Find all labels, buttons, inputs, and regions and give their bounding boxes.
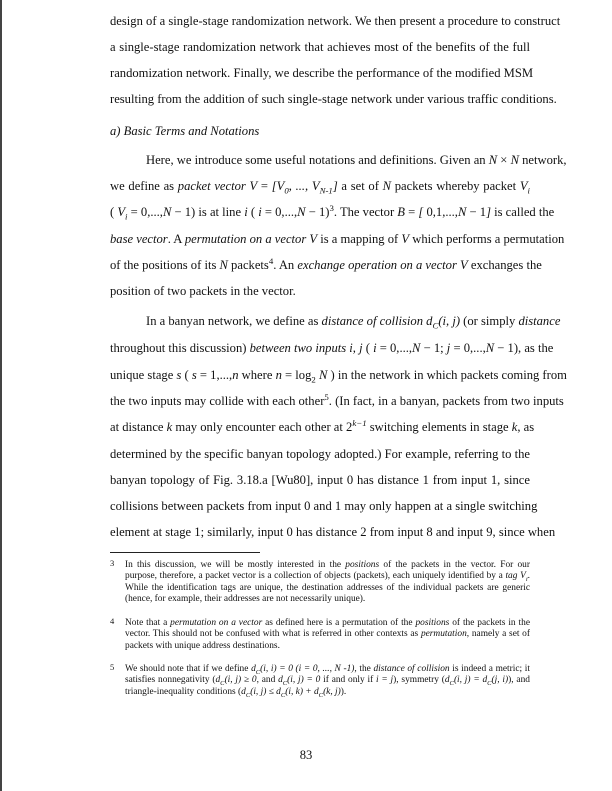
text-run: packets — [227, 258, 269, 272]
italic-text: N-1 — [319, 185, 333, 196]
italic-text: k — [511, 420, 518, 434]
italic-text: positions — [345, 560, 380, 570]
text-run: . (In fact, in a banyan, packets from two inputs — [328, 394, 564, 408]
text-line — [110, 417, 535, 435]
text-run: Here, we introduce some useful notations and definitions. Given an — [146, 153, 489, 167]
text-run: = 0,..., — [376, 341, 413, 355]
text-run: we define as — [110, 179, 178, 193]
text-run: ), and triangle-inequality conditions ( — [125, 675, 530, 697]
text-line — [110, 14, 561, 29]
italic-text: C — [282, 680, 288, 688]
text-run: randomization network. Finally, we describe the performance of the modified MSM — [110, 66, 534, 80]
italic-text: permutation on a vector — [170, 618, 263, 628]
text-line — [110, 179, 530, 194]
italic-text: i — [373, 341, 377, 355]
italic-text: C — [255, 668, 261, 676]
italic-text: C — [487, 680, 492, 688]
text-run: ). — [340, 686, 347, 697]
text-line — [110, 232, 565, 247]
footnote-text — [125, 618, 530, 652]
italic-text: N — [510, 153, 519, 167]
text-run: design of a single-stage randomization network. We then present a procedure to construct — [110, 14, 561, 28]
text-run: of the packets in the vector. This should not be confused with what is referred in other contexts as — [125, 618, 530, 640]
italic-text: V — [117, 205, 126, 219]
footnote-number: 4 — [110, 616, 115, 626]
text-line — [110, 391, 564, 409]
text-line — [146, 314, 561, 331]
text-run: of the positions of its — [110, 258, 220, 272]
text-run: = 0,..., — [261, 205, 298, 219]
italic-text: B — [397, 205, 405, 219]
text-run: − 1) is at line — [171, 205, 245, 219]
text-run: where — [238, 368, 276, 382]
text-line — [110, 40, 530, 55]
text-run: = 0,..., — [127, 205, 163, 219]
italic-text: packet vector V — [177, 179, 258, 193]
text-run: of the packets in the vector. For our purpose, therefore, a packet vector is a collection of objects (packets), each uniquely identified by a — [125, 560, 530, 582]
footnote-rule — [110, 552, 260, 553]
italic-text: distance of collision d — [321, 314, 433, 328]
text-line — [110, 202, 555, 222]
text-run: − 1) — [305, 205, 330, 219]
text-run: = — [257, 179, 272, 193]
section-heading — [110, 124, 530, 139]
italic-text: C — [432, 320, 439, 331]
text-run: as defined here is a permutation of the — [262, 618, 416, 628]
italic-text: permutation on a vector V — [184, 232, 318, 246]
text-run: 0,1,..., — [423, 205, 458, 219]
text-run: collisions between packets from input 0 and 1 may only happen at a single switching — [110, 499, 538, 513]
italic-text: k−1 — [352, 417, 367, 428]
text-run: , the — [354, 664, 374, 674]
text-run: We should note that if we define — [125, 664, 252, 674]
text-run: = 1,..., — [196, 368, 233, 382]
text-run: − 1), as the — [494, 341, 554, 355]
footnote-number: 5 — [110, 662, 115, 672]
text-line — [110, 525, 556, 540]
text-run: . The vector — [333, 205, 398, 219]
text-run: ) in the network in which packets coming from — [327, 368, 567, 382]
italic-text: N — [485, 341, 495, 355]
text-run: = — [405, 205, 419, 219]
text-run: ( — [110, 205, 118, 219]
text-run: ( — [362, 341, 374, 355]
text-run: position of two packets in the vector. — [110, 284, 296, 298]
text-run: Note that a — [125, 618, 171, 628]
text-run: at distance — [110, 420, 167, 434]
text-run: throughout this discussion) — [110, 341, 250, 355]
sup-text: 5 — [324, 391, 329, 402]
italic-text: j — [446, 341, 451, 355]
italic-text: (i, j) = d — [453, 675, 488, 686]
italic-text: ] — [332, 179, 338, 193]
text-run: a) Basic Terms and Notations — [110, 124, 260, 138]
text-run: . An — [273, 258, 298, 272]
text-run: (or simply — [460, 314, 519, 328]
italic-text: C — [280, 691, 286, 699]
italic-text: d — [278, 675, 283, 686]
italic-text: [V — [271, 179, 285, 193]
text-line — [110, 447, 530, 462]
italic-text: 0 — [284, 185, 289, 196]
text-run: exchanges the — [467, 258, 542, 272]
text-run: resulting from the addition of such single-stage network under various traffic conditions. — [110, 92, 557, 106]
italic-text: (i, j) = 0 — [287, 675, 321, 686]
text-run: ( — [181, 368, 192, 382]
text-run: . While the identification tags are unique, the destination addresses of the individual packets are generic (hence, for example, their addresses are not necessarily unique). — [125, 571, 530, 604]
text-run: network, — [518, 153, 567, 167]
italic-text: d — [444, 675, 450, 686]
text-run: ), symmetry ( — [393, 675, 445, 686]
text-run: × — [497, 153, 511, 167]
text-run: , as — [517, 420, 535, 434]
italic-text: (i, k) + d — [285, 686, 319, 697]
italic-text: n — [275, 368, 282, 382]
text-run: In a banyan network, we define as — [146, 314, 322, 328]
text-line — [110, 473, 530, 488]
text-run: may only encounter each other at 2 — [172, 420, 353, 434]
italic-text: N — [488, 153, 498, 167]
italic-text: n — [232, 368, 239, 382]
text-line — [110, 66, 534, 81]
sub-text: 2 — [311, 374, 316, 385]
text-run: determined by the specific banyan topology adopted.) For example, referring to the — [110, 447, 530, 461]
italic-text: ] — [486, 205, 491, 219]
text-line — [110, 255, 542, 273]
text-run: a single-stage randomization network that achieves most of the benefits of the full — [110, 40, 530, 54]
text-line — [146, 153, 567, 168]
italic-text: N — [318, 368, 328, 382]
italic-text: distance — [518, 314, 561, 328]
text-run: is called the — [490, 205, 555, 219]
italic-text: s — [176, 368, 182, 382]
italic-text: N — [457, 205, 467, 219]
text-run: unique stage — [110, 368, 177, 382]
italic-text: (i, j) ≤ d — [250, 686, 281, 697]
text-run: banyan topology of Fig. 3.18.a [Wu80], input 0 has distance 1 from input 1, since — [110, 473, 530, 487]
text-run: ( — [247, 205, 259, 219]
text-run: − 1 — [466, 205, 487, 219]
italic-text: N — [162, 205, 172, 219]
text-run: = 0,..., — [450, 341, 486, 355]
text-run: if and only if — [320, 675, 377, 686]
italic-text: (i, j) — [438, 314, 461, 328]
text-run: − 1; — [420, 341, 447, 355]
italic-text: d — [241, 686, 246, 697]
text-line — [110, 92, 557, 107]
text-run: , and — [256, 675, 279, 686]
italic-text: C — [318, 691, 324, 699]
italic-text: exchange operation on a vector V — [297, 258, 468, 272]
text-run: is indeed a metric; it satisfies nonnegativity ( — [125, 664, 530, 686]
text-line — [110, 368, 567, 385]
italic-text: tag V — [505, 571, 526, 582]
footnote — [110, 664, 530, 698]
text-line — [110, 341, 554, 356]
italic-text: positions — [415, 618, 450, 628]
text-run: which performs a permutation — [409, 232, 565, 246]
text-run: packets whereby packet — [391, 179, 520, 193]
text-line — [110, 284, 530, 299]
italic-text: , ..., V — [288, 179, 320, 193]
italic-text: i — [244, 205, 248, 219]
sup-text: 4 — [268, 255, 274, 266]
italic-text: d — [251, 664, 256, 674]
italic-text: i — [125, 211, 128, 222]
footnote — [110, 560, 530, 605]
footnote-number: 3 — [110, 558, 115, 568]
text-run: In this discussion, we will be mostly interested in the — [125, 560, 346, 570]
italic-text: N — [297, 205, 306, 219]
text-run: a set of — [337, 179, 383, 193]
italic-text: (k, j) — [323, 686, 341, 697]
footnote-text — [125, 560, 530, 605]
italic-text: N — [219, 258, 228, 272]
italic-text: V — [519, 179, 528, 193]
text-run: the two inputs may collide with each other — [110, 394, 325, 408]
italic-text: base vector — [110, 232, 168, 246]
italic-text: V — [401, 232, 410, 246]
italic-text: C — [220, 680, 225, 688]
page-number: 83 — [299, 748, 313, 762]
italic-text: i — [258, 205, 262, 219]
italic-text: N — [412, 341, 421, 355]
italic-text: (i, j) ≥ 0 — [224, 675, 257, 686]
text-run: element at stage 1; similarly, input 0 has distance 2 from input 8 and input 9, since when — [110, 525, 556, 539]
italic-text: permutation — [420, 629, 467, 640]
italic-text: between two inputs i, j — [249, 341, 363, 355]
italic-text: N — [382, 179, 392, 193]
text-run: , namely a set of packets with unique address destinations. — [125, 629, 530, 651]
italic-text: i = j — [376, 675, 394, 686]
page-edge — [0, 0, 2, 791]
italic-text: distance of collision — [373, 664, 450, 674]
italic-text: [ — [418, 205, 424, 219]
text-line — [110, 499, 538, 514]
italic-text: s — [191, 368, 197, 382]
italic-text: i — [527, 185, 530, 196]
footnote-text — [125, 664, 530, 698]
italic-text: C — [449, 680, 454, 688]
footnote — [110, 618, 530, 652]
text-run: = log — [281, 368, 312, 382]
sup-text: 3 — [329, 202, 334, 213]
italic-text: C — [245, 691, 251, 699]
text-run: is a mapping of — [317, 232, 402, 246]
text-run: . A — [167, 232, 185, 246]
italic-text: (j, i) — [491, 675, 509, 686]
italic-text: i — [525, 576, 528, 584]
italic-text: k — [166, 420, 173, 434]
italic-text: (i, i) = 0 (i = 0, ..., N -1) — [260, 664, 355, 674]
text-run: switching elements in stage — [366, 420, 512, 434]
italic-text: d — [215, 675, 221, 686]
